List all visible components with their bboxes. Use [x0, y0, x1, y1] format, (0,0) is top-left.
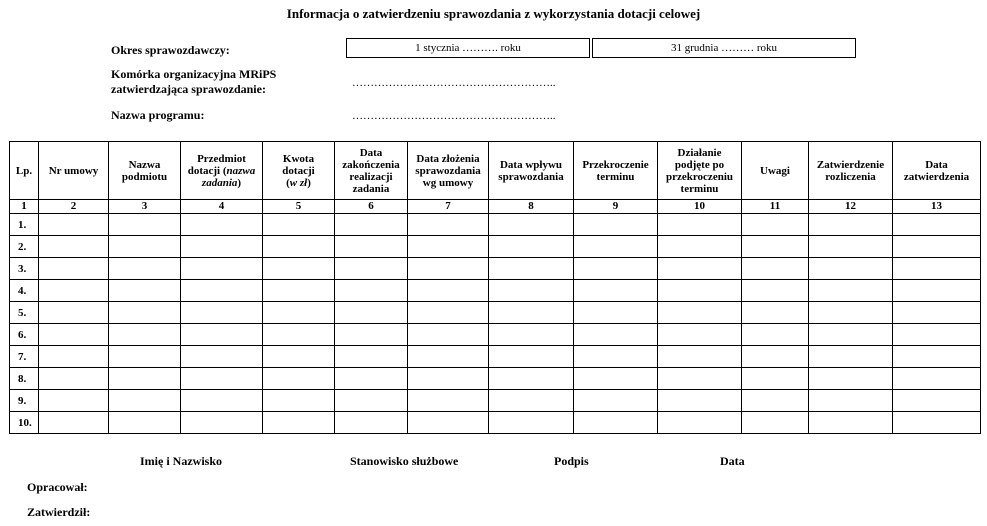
table-cell[interactable]	[109, 390, 181, 412]
row-number: 4.	[10, 280, 39, 302]
table-cell[interactable]	[742, 258, 809, 280]
table-cell[interactable]	[893, 324, 981, 346]
table-cell[interactable]	[809, 368, 893, 390]
table-cell[interactable]	[109, 346, 181, 368]
table-cell[interactable]	[335, 390, 408, 412]
table-cell[interactable]	[658, 236, 742, 258]
table-cell[interactable]	[181, 368, 263, 390]
table-row	[10, 412, 981, 434]
table-cell[interactable]	[181, 412, 263, 434]
table-cell[interactable]	[489, 214, 574, 236]
table-cell[interactable]	[809, 412, 893, 434]
table-cell[interactable]	[574, 346, 658, 368]
column-number: 3	[109, 200, 181, 214]
table-cell[interactable]	[263, 324, 335, 346]
table-cell[interactable]	[893, 302, 981, 324]
row-number: 1.	[10, 214, 39, 236]
table-cell[interactable]	[893, 346, 981, 368]
table-cell[interactable]	[109, 302, 181, 324]
table-cell[interactable]	[408, 324, 489, 346]
table-cell[interactable]	[109, 368, 181, 390]
table-cell[interactable]	[489, 324, 574, 346]
table-cell[interactable]	[335, 324, 408, 346]
table-cell[interactable]	[408, 214, 489, 236]
table-cell[interactable]	[408, 390, 489, 412]
column-number-row	[10, 200, 981, 214]
table-cell[interactable]	[39, 280, 109, 302]
table-cell[interactable]	[263, 368, 335, 390]
table-cell[interactable]	[335, 280, 408, 302]
table-cell[interactable]	[408, 236, 489, 258]
table-cell[interactable]	[39, 368, 109, 390]
table-cell[interactable]	[335, 236, 408, 258]
column-number: 13	[893, 200, 981, 214]
header-entity-name: Nazwa podmiotu	[109, 142, 181, 200]
table-cell[interactable]	[489, 346, 574, 368]
table-cell[interactable]	[181, 324, 263, 346]
header-deadline-exceeded: Przekroczenie terminu	[574, 142, 658, 200]
table-cell[interactable]	[742, 390, 809, 412]
header-approval-date: Data zatwierdzenia	[893, 142, 981, 200]
table-cell[interactable]	[574, 280, 658, 302]
table-header-row	[10, 142, 981, 200]
document-title: Informacja o zatwierdzeniu sprawozdania z wykorzystania dotacji celowej	[286, 6, 701, 21]
table-cell[interactable]	[489, 258, 574, 280]
table-cell[interactable]	[809, 280, 893, 302]
header-contract-no: Nr umowy	[39, 142, 109, 200]
row-number: 6.	[10, 324, 39, 346]
table-cell[interactable]	[181, 236, 263, 258]
table-cell[interactable]	[408, 346, 489, 368]
table-cell[interactable]	[263, 412, 335, 434]
table-cell[interactable]	[742, 214, 809, 236]
table-cell[interactable]	[489, 236, 574, 258]
table-cell[interactable]	[809, 390, 893, 412]
table-cell[interactable]	[574, 258, 658, 280]
unit-label-line2: zatwierdzająca sprawozdanie:	[111, 82, 266, 96]
table-cell[interactable]	[893, 214, 981, 236]
row-number: 9.	[10, 390, 39, 412]
table-cell[interactable]	[809, 346, 893, 368]
table-cell[interactable]	[809, 302, 893, 324]
table-cell[interactable]	[181, 214, 263, 236]
table-cell[interactable]	[574, 302, 658, 324]
table-cell[interactable]	[574, 412, 658, 434]
table-cell[interactable]	[574, 324, 658, 346]
table-cell[interactable]	[658, 258, 742, 280]
table-cell[interactable]	[39, 236, 109, 258]
table-cell[interactable]	[109, 324, 181, 346]
period-label: Okres sprawozdawczy:	[111, 43, 230, 57]
column-number: 9	[574, 200, 658, 214]
table-cell[interactable]	[809, 214, 893, 236]
table-row	[10, 302, 981, 324]
prepared-by-label: Opracował:	[27, 480, 88, 494]
table-cell[interactable]	[263, 236, 335, 258]
column-number: 6	[335, 200, 408, 214]
column-number: 12	[809, 200, 893, 214]
table-cell[interactable]	[893, 258, 981, 280]
row-number: 3.	[10, 258, 39, 280]
table-cell[interactable]	[335, 258, 408, 280]
table-cell[interactable]	[742, 302, 809, 324]
header-subsidy-subject: Przedmiot dotacji (nazwa zadania)	[181, 142, 263, 200]
table-cell[interactable]	[574, 390, 658, 412]
table-cell[interactable]	[742, 324, 809, 346]
table-cell[interactable]	[658, 390, 742, 412]
table-cell[interactable]	[658, 346, 742, 368]
header-report-received-date: Data wpływu sprawozdania	[489, 142, 574, 200]
column-number: 10	[658, 200, 742, 214]
header-action-taken: Działanie podjęte po przekroczeniu terminu	[658, 142, 742, 200]
report-table	[9, 141, 981, 434]
table-cell[interactable]	[335, 412, 408, 434]
row-number: 8.	[10, 368, 39, 390]
table-row	[10, 390, 981, 412]
column-number: 8	[489, 200, 574, 214]
table-cell[interactable]	[181, 302, 263, 324]
table-cell[interactable]	[263, 346, 335, 368]
header-subsidy-amount: Kwota dotacji (w zł)	[263, 142, 335, 200]
table-cell[interactable]	[335, 368, 408, 390]
table-cell[interactable]	[408, 280, 489, 302]
column-number: 11	[742, 200, 809, 214]
table-cell[interactable]	[742, 346, 809, 368]
table-cell[interactable]	[335, 346, 408, 368]
header-completion-date: Data zakończenia realizacji zadania	[335, 142, 408, 200]
table-cell[interactable]	[742, 412, 809, 434]
signature-name-label: Imię i Nazwisko	[140, 454, 222, 468]
table-cell[interactable]	[181, 280, 263, 302]
table-row	[10, 368, 981, 390]
table-cell[interactable]	[39, 324, 109, 346]
table-cell[interactable]	[658, 280, 742, 302]
header-remarks: Uwagi	[742, 142, 809, 200]
table-cell[interactable]	[335, 214, 408, 236]
table-cell[interactable]	[335, 302, 408, 324]
table-cell[interactable]	[742, 280, 809, 302]
table-cell[interactable]	[39, 346, 109, 368]
table-cell[interactable]	[109, 214, 181, 236]
table-row	[10, 324, 981, 346]
header-report-due-date: Data złożenia sprawozdania wg umowy	[408, 142, 489, 200]
table-cell[interactable]	[181, 390, 263, 412]
column-number: 4	[181, 200, 263, 214]
table-row	[10, 280, 981, 302]
table-cell[interactable]	[263, 258, 335, 280]
table-cell[interactable]	[181, 346, 263, 368]
table-cell[interactable]	[893, 390, 981, 412]
row-number: 2.	[10, 236, 39, 258]
table-cell[interactable]	[39, 258, 109, 280]
signature-sign-label: Podpis	[554, 454, 589, 468]
period-from-field[interactable]: 1 stycznia ………. roku	[346, 38, 590, 58]
table-cell[interactable]	[809, 236, 893, 258]
table-row	[10, 236, 981, 258]
table-cell[interactable]	[658, 368, 742, 390]
table-cell[interactable]	[658, 302, 742, 324]
table-cell[interactable]	[893, 236, 981, 258]
table-cell[interactable]	[893, 412, 981, 434]
table-cell[interactable]	[658, 324, 742, 346]
column-number: 5	[263, 200, 335, 214]
period-to-field[interactable]: 31 grudnia ……… roku	[592, 38, 856, 58]
table-cell[interactable]	[489, 280, 574, 302]
table-cell[interactable]	[39, 412, 109, 434]
program-label: Nazwa programu:	[111, 108, 205, 122]
table-cell[interactable]	[489, 390, 574, 412]
table-cell[interactable]	[408, 368, 489, 390]
table-row	[10, 258, 981, 280]
unit-label-line1: Komórka organizacyjna MRiPS	[111, 67, 277, 81]
table-cell[interactable]	[809, 258, 893, 280]
row-number: 5.	[10, 302, 39, 324]
table-cell[interactable]	[809, 324, 893, 346]
table-cell[interactable]	[742, 368, 809, 390]
table-row	[10, 346, 981, 368]
column-number: 1	[10, 200, 39, 214]
period-box	[346, 38, 856, 58]
unit-value-field[interactable]: ………………………………………………..	[352, 77, 556, 89]
table-cell[interactable]	[109, 412, 181, 434]
table-cell[interactable]	[263, 280, 335, 302]
table-cell[interactable]	[109, 280, 181, 302]
table-cell[interactable]	[893, 280, 981, 302]
table-cell[interactable]	[39, 390, 109, 412]
table-cell[interactable]	[658, 412, 742, 434]
column-number: 7	[408, 200, 489, 214]
table-cell[interactable]	[489, 412, 574, 434]
signature-position-label: Stanowisko służbowe	[350, 454, 459, 468]
table-cell[interactable]	[109, 236, 181, 258]
table-cell[interactable]	[574, 236, 658, 258]
table-cell[interactable]	[39, 214, 109, 236]
header-lp: Lp.	[10, 142, 39, 200]
table-cell[interactable]	[408, 412, 489, 434]
table-cell[interactable]	[109, 258, 181, 280]
column-number: 2	[39, 200, 109, 214]
table-cell[interactable]	[39, 302, 109, 324]
table-cell[interactable]	[574, 368, 658, 390]
unit-label	[111, 67, 276, 97]
table-row	[10, 214, 981, 236]
table-cell[interactable]	[742, 236, 809, 258]
table-cell[interactable]	[489, 368, 574, 390]
table-cell[interactable]	[263, 302, 335, 324]
table-cell[interactable]	[263, 214, 335, 236]
table-cell[interactable]	[263, 390, 335, 412]
table-cell[interactable]	[574, 214, 658, 236]
table-cell[interactable]	[893, 368, 981, 390]
table-cell[interactable]	[489, 302, 574, 324]
table-cell[interactable]	[181, 258, 263, 280]
table-cell[interactable]	[658, 214, 742, 236]
table-cell[interactable]	[408, 302, 489, 324]
approved-by-label: Zatwierdził:	[27, 505, 91, 519]
signature-date-label: Data	[720, 454, 745, 468]
header-settlement-approval: Zatwierdzenie rozliczenia	[809, 142, 893, 200]
row-number: 10.	[10, 412, 39, 434]
table-cell[interactable]	[408, 258, 489, 280]
row-number: 7.	[10, 346, 39, 368]
program-value-field[interactable]: ………………………………………………..	[352, 110, 556, 122]
